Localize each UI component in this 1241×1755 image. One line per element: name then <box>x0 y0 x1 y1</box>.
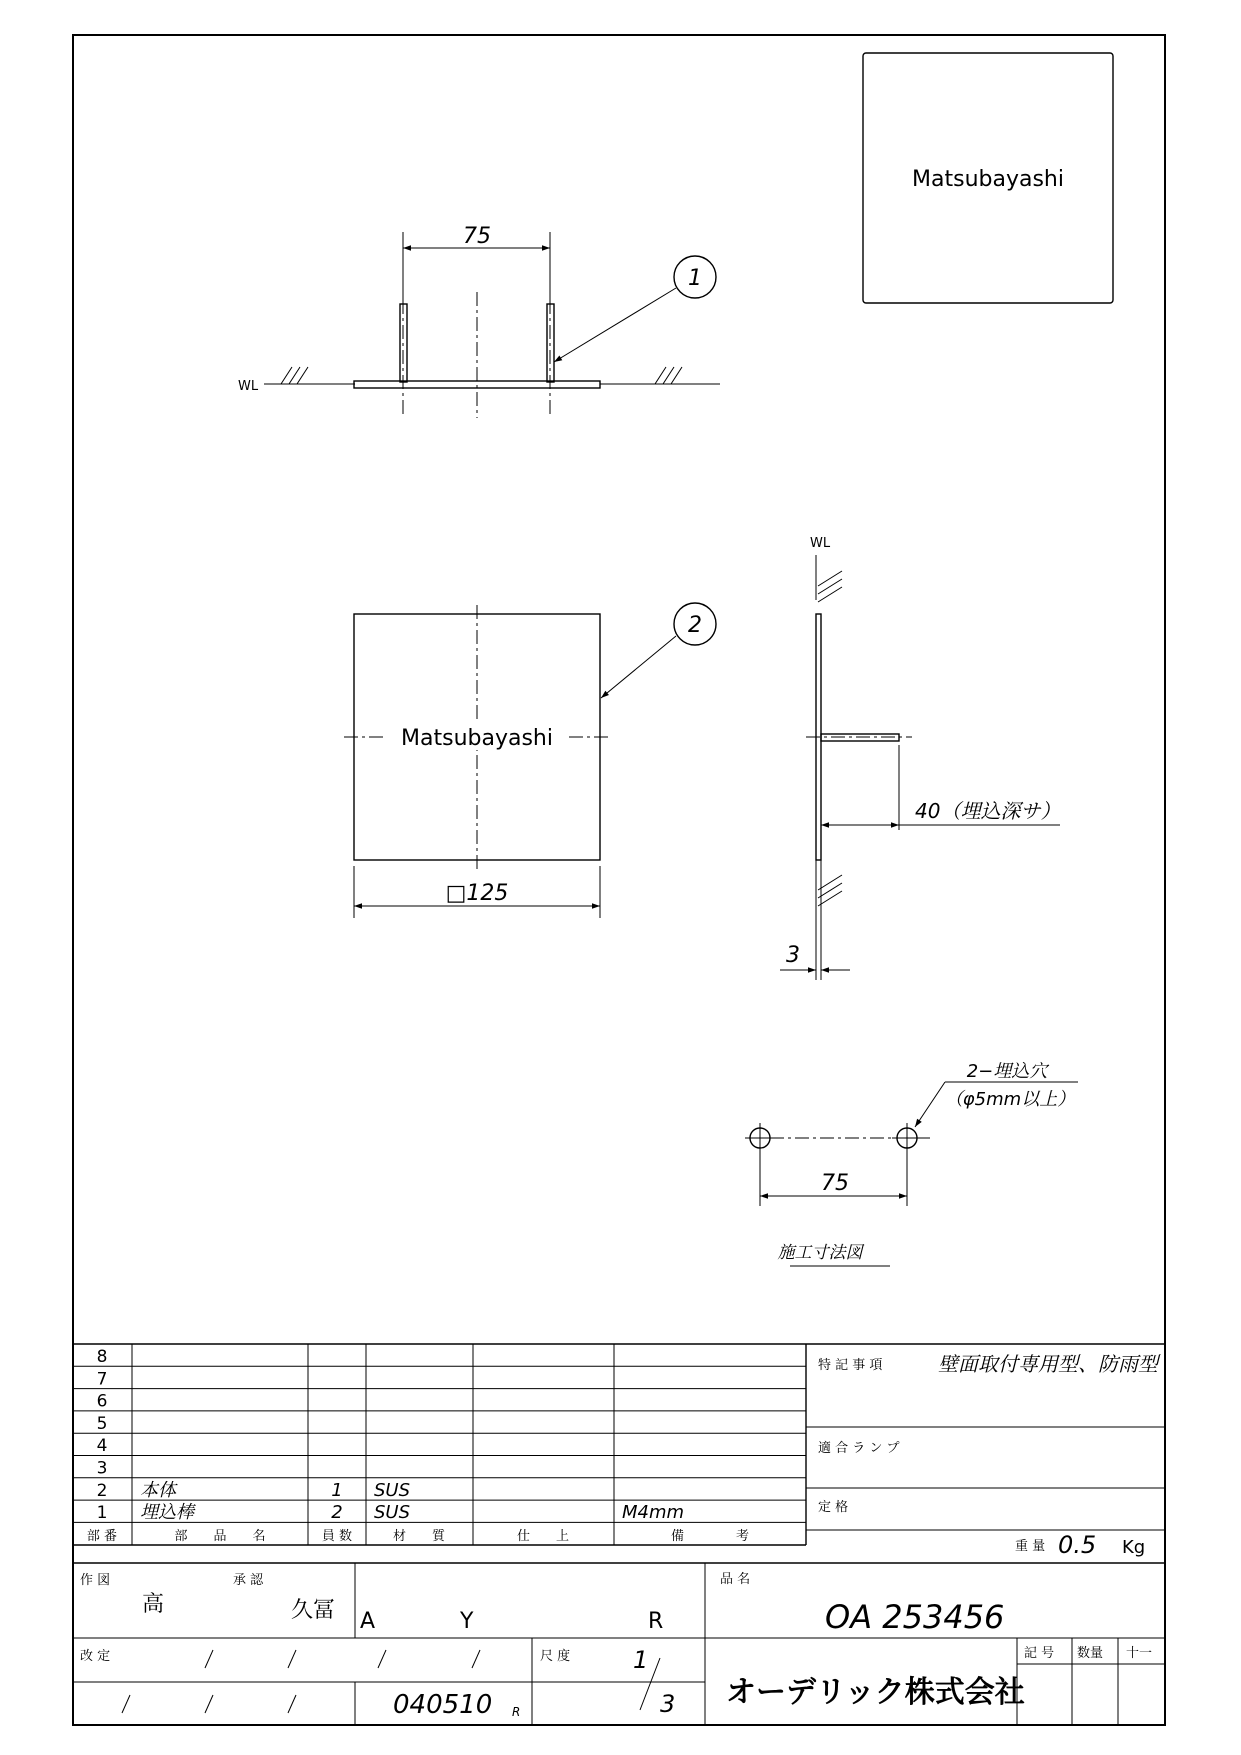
date-value: 040510 <box>393 1690 493 1720</box>
table-row <box>97 1502 684 1523</box>
hole-label-line2: （φ5mm以上） <box>944 1089 1076 1110</box>
scale-den: 3 <box>660 1690 676 1718</box>
title-block <box>73 1563 1165 1725</box>
table-cell-no: 6 <box>96 1391 108 1412</box>
header-name: 部 品 名 <box>174 1529 266 1544</box>
parts-table <box>73 1344 806 1545</box>
drawn-label: 作 図 <box>80 1573 111 1588</box>
dim-thickness-side: 3 <box>786 943 800 968</box>
table-row <box>97 1347 108 1367</box>
sheet-border <box>73 35 1165 1725</box>
hatch-left <box>281 367 308 384</box>
approved-value: 久冨 <box>291 1598 336 1623</box>
symbol-label: 記 号 <box>1024 1646 1055 1661</box>
table-row <box>97 1414 108 1434</box>
table-cell-qty: 1 <box>331 1479 343 1501</box>
table-cell-name: 埋込棒 <box>140 1502 194 1524</box>
side-hatch-top <box>818 571 842 602</box>
table-cell-qty: 2 <box>331 1502 343 1524</box>
table-row <box>97 1392 108 1412</box>
front-view <box>344 603 716 918</box>
lamp-label: 適 合 ラ ン プ <box>818 1441 900 1456</box>
table-cell-name: 本体 <box>140 1479 176 1501</box>
side-view <box>780 536 1060 980</box>
approved-label: 承 認 <box>233 1573 264 1588</box>
table-cell-no: 7 <box>96 1369 108 1390</box>
product-value: OA 253456 <box>825 1598 1005 1636</box>
side-hatch-bottom <box>818 875 842 906</box>
revision-label: 改 定 <box>80 1649 111 1664</box>
wl-label-side: WL <box>810 536 831 551</box>
grade-a: A <box>360 1609 376 1634</box>
special-value: 壁面取付専用型、防雨型 <box>938 1352 1158 1376</box>
scale-label: 尺 度 <box>540 1649 571 1664</box>
header-no: 部 番 <box>86 1529 118 1544</box>
header-qty: 員 数 <box>321 1529 353 1544</box>
table-row <box>97 1436 108 1456</box>
install-caption: 施工寸法図 <box>777 1243 863 1263</box>
header-remarks: 備 考 <box>670 1529 750 1544</box>
hatch-right <box>655 367 682 384</box>
table-row <box>97 1459 108 1479</box>
callout-1-text: 1 <box>688 266 702 291</box>
special-label: 特 記 事 項 <box>818 1358 883 1373</box>
logo-box <box>863 53 1113 303</box>
table-cell-no: 4 <box>96 1436 108 1457</box>
table-cell-no: 5 <box>96 1413 108 1434</box>
top-view <box>238 224 720 418</box>
weight-unit: Kg <box>1122 1537 1146 1558</box>
logo-text-front: Matsubayashi <box>401 726 553 751</box>
table-cell-remarks: M4mm <box>622 1502 685 1524</box>
install-view <box>745 1061 1078 1266</box>
qty-label: 数量 <box>1077 1646 1104 1661</box>
eleven-label: 十一 <box>1126 1646 1153 1661</box>
dim-spacing-top: 75 <box>463 224 491 249</box>
dim-size-front: □125 <box>445 881 509 906</box>
table-cell-no: 8 <box>96 1347 108 1367</box>
weight-value: 0.5 <box>1058 1531 1097 1559</box>
logo-text: Matsubayashi <box>912 167 1064 192</box>
rating-label: 定 格 <box>818 1500 849 1515</box>
date-suffix: R <box>512 1705 521 1719</box>
grade-y: Y <box>460 1609 474 1634</box>
drawn-value: 高 <box>142 1592 165 1617</box>
spec-block <box>806 1344 1165 1559</box>
grade-r: R <box>648 1609 664 1634</box>
table-cell-no: 3 <box>96 1458 108 1479</box>
table-cell-material: SUS <box>374 1479 411 1501</box>
product-label: 品 名 <box>720 1572 751 1587</box>
table-cell-no: 2 <box>96 1480 108 1501</box>
header-material: 材 質 <box>392 1529 446 1544</box>
dim-spacing-install: 75 <box>821 1171 849 1196</box>
table-row <box>97 1480 410 1501</box>
wl-label-top: WL <box>238 379 259 394</box>
company-name: オーデリック株式会社 <box>726 1675 1025 1710</box>
hole-label-line1: 2−埋込穴 <box>966 1061 1048 1082</box>
scale-num: 1 <box>633 1646 649 1674</box>
table-row <box>97 1369 108 1389</box>
table-cell-material: SUS <box>374 1502 411 1524</box>
table-cell-no: 1 <box>96 1503 108 1524</box>
callout-2-text: 2 <box>688 613 702 638</box>
dim-embed-side: 40（埋込深サ） <box>915 799 1061 823</box>
header-finish: 仕 上 <box>516 1529 570 1544</box>
weight-label: 重 量 <box>1015 1539 1046 1554</box>
